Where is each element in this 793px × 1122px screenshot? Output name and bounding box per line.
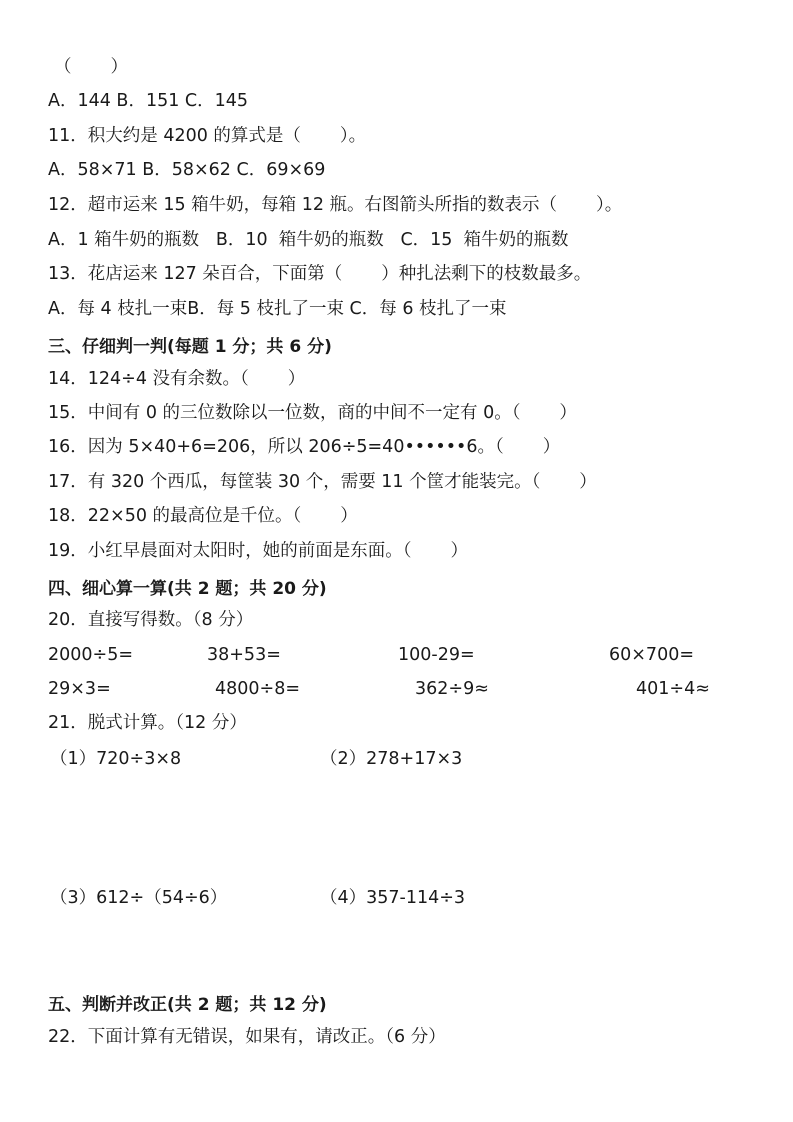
section-3-heading: 三、仔细判一判(每题 1 分；共 6 分) — [48, 337, 332, 357]
question-19: 19．小红早晨面对太阳时，她的前面是东面。（ ） — [48, 541, 468, 561]
question-16: 16．因为 5×40+6=206，所以 206÷5=40••••••6。（ ） — [48, 437, 561, 457]
calc-item: 362÷9≈ — [415, 679, 489, 699]
question-11: 11．积大约是 4200 的算式是（ ）。 — [48, 126, 367, 146]
question-12-options: A．1 箱牛奶的瓶数 B．10 箱牛奶的瓶数 C．15 箱牛奶的瓶数 — [48, 230, 569, 250]
question-15: 15．中间有 0 的三位数除以一位数，商的中间不一定有 0。（ ） — [48, 403, 577, 423]
step-calc-item: （4）357-114÷3 — [320, 888, 466, 908]
step-calc-item: （2）278+17×3 — [320, 749, 463, 769]
question-17: 17．有 320 个西瓜，每筐装 30 个，需要 11 个筐才能装完。（ ） — [48, 472, 597, 492]
calc-item: 100-29= — [398, 645, 475, 665]
question-21: 21．脱式计算。（12 分） — [48, 713, 247, 733]
section-4-heading: 四、细心算一算(共 2 题；共 20 分) — [48, 579, 327, 599]
calc-item: 29×3= — [48, 679, 111, 699]
question-10-options: A．144 B．151 C．145 — [48, 91, 249, 111]
calc-item: 4800÷8= — [215, 679, 300, 699]
step-calc-item: （1）720÷3×8 — [50, 749, 182, 769]
calc-item: 401÷4≈ — [636, 679, 710, 699]
question-22: 22．下面计算有无错误，如果有，请改正。（6 分） — [48, 1027, 446, 1047]
question-13-options: A．每 4 枝扎一束B．每 5 枝扎了一束 C．每 6 枝扎了一束 — [48, 299, 507, 319]
question-12: 12．超市运来 15 箱牛奶，每箱 12 瓶。右图箭头所指的数表示（ ）。 — [48, 195, 623, 215]
calc-item: 38+53= — [207, 645, 281, 665]
question-14: 14．124÷4 没有余数。（ ） — [48, 369, 306, 389]
question-20: 20．直接写得数。（8 分） — [48, 610, 254, 630]
question-13: 13．花店运来 127 朵百合，下面第（ ）种扎法剩下的枝数最多。 — [48, 264, 592, 284]
section-5-heading: 五、判断并改正(共 2 题；共 12 分) — [48, 995, 327, 1015]
question-18: 18．22×50 的最高位是千位。（ ） — [48, 506, 358, 526]
calc-item: 2000÷5= — [48, 645, 133, 665]
step-calc-item: （3）612÷（54÷6） — [50, 888, 228, 908]
question-11-options: A．58×71 B．58×62 C．69×69 — [48, 160, 326, 180]
answer-blank: （ ） — [54, 57, 128, 77]
calc-item: 60×700= — [609, 645, 694, 665]
